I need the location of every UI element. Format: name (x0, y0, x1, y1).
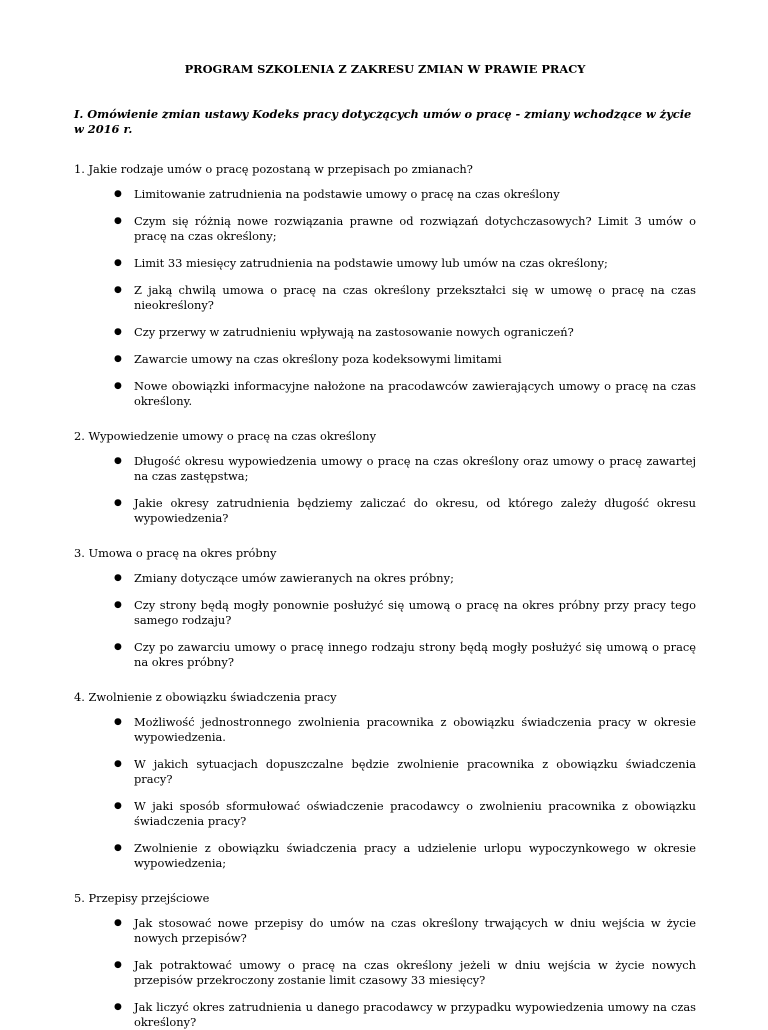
list-item (114, 640, 696, 670)
list-item-text: Limitowanie zatrudnienia na podstawie umowy o pracę na czas określony (134, 187, 560, 201)
list-item (114, 283, 696, 313)
list-item-text: W jakich sytuacjach dopuszczalne będzie zwolnienie pracownika z obowiązku świadczenia pracy? (134, 757, 696, 786)
list-item (114, 1000, 696, 1030)
list-item (114, 757, 696, 787)
bullet-icon: ● (114, 327, 122, 337)
list-item (114, 799, 696, 829)
section-title: 1. Jakie rodzaje umów o pracę pozostaną w przepisach po zmianach? (74, 162, 473, 176)
bullet-icon: ● (114, 600, 122, 610)
list-item-text: Czy przerwy w zatrudnieniu wpływają na zastosowanie nowych ograniczeń? (134, 325, 574, 339)
section-3 (74, 546, 696, 670)
list-item (114, 352, 696, 367)
bullet-icon: ● (114, 189, 122, 199)
bullet-icon: ● (114, 759, 122, 769)
bullet-icon: ● (114, 498, 122, 508)
list-item (114, 325, 696, 340)
section-title: 2. Wypowiedzenie umowy o pracę na czas określony (74, 429, 377, 443)
section-title: 3. Umowa o pracę na okres próbny (74, 546, 277, 560)
bullet-icon: ● (114, 258, 122, 268)
bullet-icon: ● (114, 918, 122, 928)
bullet-icon: ● (114, 801, 122, 811)
bullet-list (74, 916, 696, 1030)
bullet-icon: ● (114, 843, 122, 853)
section-4 (74, 690, 696, 871)
list-item-text: Jak stosować nowe przepisy do umów na czas określony trwających w dniu wejścia w życie nowych przepisów? (134, 916, 696, 945)
sections-container (74, 162, 696, 1030)
list-item (114, 496, 696, 526)
bullet-icon: ● (114, 642, 122, 652)
list-item-text: Zawarcie umowy na czas określony poza kodeksowymi limitami (134, 352, 502, 366)
bullet-icon: ● (114, 456, 122, 466)
list-item-text: Czym się różnią nowe rozwiązania prawne od rozwiązań dotychczasowych? Limit 3 umów o pracę na czas określony; (134, 214, 696, 243)
list-item (114, 715, 696, 745)
bullet-icon: ● (114, 381, 122, 391)
list-item (114, 598, 696, 628)
list-item (114, 454, 696, 484)
list-item-text: Limit 33 miesięcy zatrudnienia na podstawie umowy lub umów na czas określony; (134, 256, 608, 270)
bullet-list (74, 715, 696, 871)
list-item (114, 916, 696, 946)
list-item (114, 187, 696, 202)
bullet-icon: ● (114, 216, 122, 226)
list-item-text: Czy strony będą mogły ponownie posłużyć się umową o pracę na okres próbny przy pracy tego samego rodzaju? (134, 598, 696, 627)
bullet-icon: ● (114, 573, 122, 583)
list-item-text: Zmiany dotyczące umów zawieranych na okres próbny; (134, 571, 454, 585)
list-item (114, 958, 696, 988)
list-item (114, 841, 696, 871)
list-item-text: Jakie okresy zatrudnienia będziemy zaliczać do okresu, od którego zależy długość okresu wypowiedzenia? (134, 496, 696, 525)
list-item-text: Możliwość jednostronnego zwolnienia pracownika z obowiązku świadczenia pracy w okresie wypowiedzenia. (134, 715, 696, 744)
list-item (114, 379, 696, 409)
bullet-icon: ● (114, 960, 122, 970)
list-item-text: Długość okresu wypowiedzenia umowy o pracę na czas określony oraz umowy o pracę zawartej na czas zastępstwa; (134, 454, 696, 483)
list-item-text: Jak potraktować umowy o pracę na czas określony jeżeli w dniu wejścia w życie nowych przepisów przekroczony zostanie limit czasowy 33 miesięcy? (134, 958, 696, 987)
section-1 (74, 162, 696, 409)
bullet-icon: ● (114, 354, 122, 364)
bullet-list (74, 571, 696, 670)
document-title: PROGRAM SZKOLENIA Z ZAKRESU ZMIAN W PRAWIE PRACY (184, 62, 586, 76)
list-item-text: Jak liczyć okres zatrudnienia u danego pracodawcy w przypadku wypowiedzenia umowy na czas określony? (134, 1000, 696, 1029)
bullet-icon: ● (114, 1002, 122, 1012)
section-title: 5. Przepisy przejściowe (74, 891, 210, 905)
list-item (114, 256, 696, 271)
list-item (114, 214, 696, 244)
list-item-text: Nowe obowiązki informacyjne nałożone na pracodawców zawierających umowy o pracę na czas określony. (134, 379, 696, 408)
section-2 (74, 429, 696, 526)
list-item-text: Czy po zawarciu umowy o pracę innego rodzaju strony będą mogły posłużyć się umową o pracę na okres próbny? (134, 640, 696, 669)
bullet-icon: ● (114, 717, 122, 727)
list-item-text: W jaki sposób sformułować oświadczenie pracodawcy o zwolnieniu pracownika z obowiązku świadczenia pracy? (134, 799, 696, 828)
list-item-text: Z jaką chwilą umowa o pracę na czas określony przekształci się w umowę o pracę na czas nieokreślony? (134, 283, 696, 312)
bullet-list (74, 187, 696, 409)
section-title: 4. Zwolnienie z obowiązku świadczenia pracy (74, 690, 337, 704)
list-item-text: Zwolnienie z obowiązku świadczenia pracy a udzielenie urlopu wypoczynkowego w okresie wypowiedzenia; (134, 841, 696, 870)
bullet-list (74, 454, 696, 526)
list-item (114, 571, 696, 586)
section-5 (74, 891, 696, 1030)
part-heading: I. Omówienie zmian ustawy Kodeks pracy dotyczących umów o pracę - zmiany wchodzące w życie w 2016 r. (74, 107, 692, 136)
bullet-icon: ● (114, 285, 122, 295)
